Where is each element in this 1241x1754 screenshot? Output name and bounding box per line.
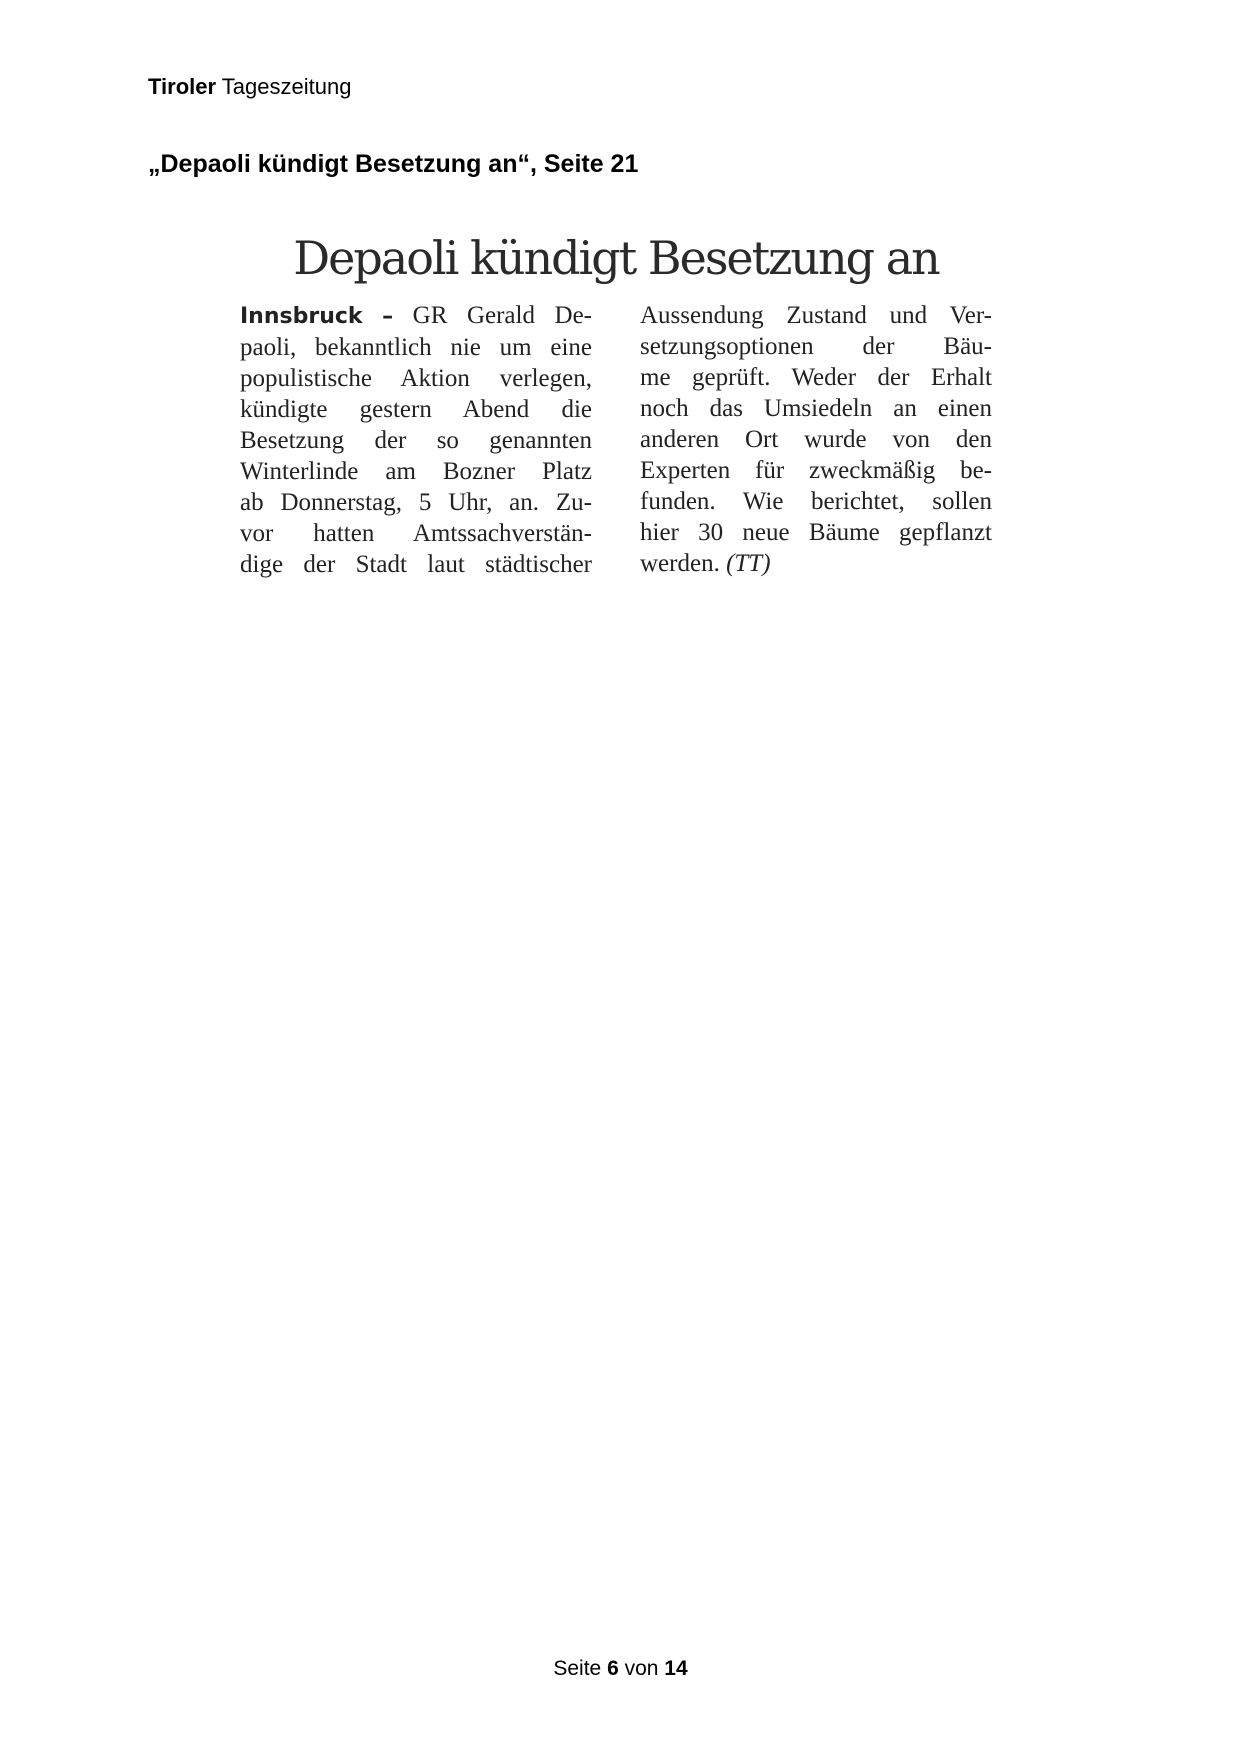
article-column-1 <box>240 300 592 580</box>
column-line: Aussendung Zustand und Ver- <box>640 302 992 329</box>
agency-credit: (TT) <box>726 550 771 577</box>
article-columns <box>240 300 992 580</box>
column-line: vor hatten Amtssachverstän- <box>240 520 592 547</box>
page-of-label: von <box>624 1657 659 1680</box>
column-line: me geprüft. Weder der Erhalt <box>640 364 992 391</box>
page-total: 14 <box>664 1657 688 1680</box>
article-dateline: Innsbruck <box>240 304 363 329</box>
page-current: 6 <box>607 1657 619 1680</box>
article-reference: „Depaoli kündigt Besetzung an“, Seite 21 <box>148 150 639 178</box>
publication-name-bold: Tiroler <box>148 74 217 99</box>
article-column-2 <box>640 300 992 580</box>
column-line <box>640 548 992 579</box>
newspaper-clipping <box>240 228 992 580</box>
column-line: dige der Stadt laut städtischer <box>240 551 592 578</box>
article-headline: Depaoli kündigt Besetzung an <box>293 231 939 285</box>
publication-name <box>148 74 351 100</box>
dateline-dash: – <box>382 304 394 329</box>
column-line: funden. Wie berichtet, sollen <box>640 488 992 515</box>
column-line: Besetzung der so genannten <box>240 427 592 454</box>
column-line: populistische Aktion verlegen, <box>240 365 592 392</box>
page-number <box>0 1656 1241 1682</box>
page-label: Seite <box>553 1657 602 1680</box>
column-line: kündigte gestern Abend die <box>240 396 592 423</box>
column-line: hier 30 neue Bäume gepflanzt <box>640 519 992 546</box>
column-line: paoli, bekanntlich nie um eine <box>240 334 592 361</box>
publication-name-rest: Tageszeitung <box>221 74 352 99</box>
column-line: Experten für zweckmäßig be- <box>640 457 992 484</box>
column-line: noch das Umsiedeln an einen <box>640 395 992 422</box>
column-line-text: GR Gerald De- <box>412 302 593 329</box>
column-line: Winterlinde am Bozner Platz <box>240 458 592 485</box>
column-line-text: werden. <box>640 550 720 577</box>
column-line: anderen Ort wurde von den <box>640 426 992 453</box>
column-line: ab Donnerstag, 5 Uhr, an. Zu- <box>240 489 592 516</box>
column-line <box>240 300 592 332</box>
column-line: setzungsoptionen der Bäu- <box>640 333 992 360</box>
